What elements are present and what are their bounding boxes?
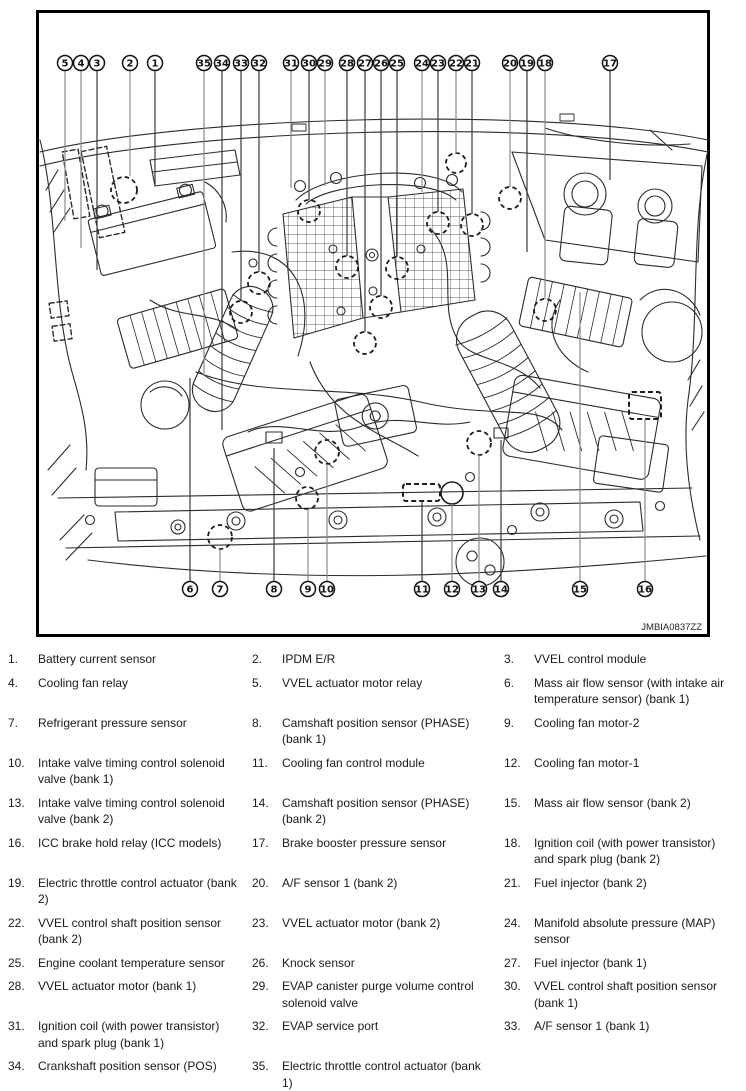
legend-item-text: VVEL control shaft position sensor (bank 2) xyxy=(38,915,221,946)
callout-number: 28 xyxy=(340,58,354,70)
legend-item-number: 33. xyxy=(504,1019,521,1033)
legend-item-text: VVEL actuator motor relay xyxy=(282,675,423,690)
legend-item-number: 9. xyxy=(504,715,515,730)
legend-item-text: EVAP canister purge volume control solenoid valve xyxy=(282,979,474,1010)
legend-item-15 xyxy=(504,795,742,812)
legend-item-text: Camshaft position sensor (PHASE) (bank 2) xyxy=(282,795,470,826)
legend-item-32 xyxy=(252,1018,504,1035)
legend-item-28 xyxy=(8,978,252,995)
legend-item-2 xyxy=(252,651,504,668)
legend-item-number: 21. xyxy=(504,875,521,890)
callout-number: 8 xyxy=(270,584,278,596)
legend-item-3 xyxy=(504,651,742,668)
legend-item-text: Ignition coil (with power transistor) and spark plug (bank 2) xyxy=(534,835,716,866)
legend-item-number: 16. xyxy=(8,835,25,850)
legend-item-number: 22. xyxy=(8,915,25,930)
legend-item-number: 1. xyxy=(8,652,19,666)
legend-item-16 xyxy=(8,835,252,852)
callout-number: 1 xyxy=(151,58,159,70)
legend-item-text: Refrigerant pressure sensor xyxy=(38,715,187,730)
legend-item-text: Intake valve timing control solenoid valve (bank 2) xyxy=(38,795,225,826)
legend-item-4 xyxy=(8,675,252,692)
legend-item-26 xyxy=(252,955,504,972)
legend-item-text: Knock sensor xyxy=(282,955,355,970)
callout-number: 14 xyxy=(494,584,508,596)
callout-number: 6 xyxy=(186,584,194,596)
legend-item-text: Fuel injector (bank 2) xyxy=(534,875,647,890)
callout-number: 12 xyxy=(445,584,459,596)
legend-item-text: Battery current sensor xyxy=(38,652,157,666)
legend-item-number: 24. xyxy=(504,915,521,930)
callout-number: 32 xyxy=(252,58,266,70)
legend-item-text: IPDM E/R xyxy=(282,652,336,666)
legend-item-number: 26. xyxy=(252,955,269,970)
legend-item-text: Cooling fan motor-2 xyxy=(534,715,640,730)
callout-number: 4 xyxy=(77,58,85,70)
legend-item-13 xyxy=(8,795,252,828)
callout-number: 9 xyxy=(304,584,312,596)
legend-item-22 xyxy=(8,915,252,948)
legend-item-number: 3. xyxy=(504,652,515,666)
legend-item-text: ICC brake hold relay (ICC models) xyxy=(38,835,222,850)
callout-number: 35 xyxy=(197,58,211,70)
legend-item-text: Mass air flow sensor (with intake air temperature sensor) (bank 1) xyxy=(534,675,725,706)
legend-item-number: 14. xyxy=(252,795,269,810)
legend-item-text: Ignition coil (with power transistor) and spark plug (bank 1) xyxy=(38,1019,220,1050)
legend-item-number: 4. xyxy=(8,675,19,690)
callout-number: 26 xyxy=(374,58,388,70)
callout-number: 27 xyxy=(358,58,372,70)
legend-item-number: 29. xyxy=(252,979,269,993)
legend-item-21 xyxy=(504,875,742,892)
legend-item-number: 27. xyxy=(504,955,521,970)
legend-item-number: 31. xyxy=(8,1019,25,1033)
callout-number: 29 xyxy=(318,58,332,70)
legend-item-33 xyxy=(504,1018,742,1035)
legend-item-number: 8. xyxy=(252,715,263,730)
legend-item-17 xyxy=(252,835,504,852)
legend-item-34 xyxy=(8,1058,252,1075)
legend-item-25 xyxy=(8,955,252,972)
legend-item-text: Cooling fan motor-1 xyxy=(534,755,640,770)
legend-item-number: 2. xyxy=(252,652,263,666)
legend-item-20 xyxy=(252,875,504,892)
callout-number: 18 xyxy=(538,58,552,70)
callout-number: 19 xyxy=(520,58,534,70)
legend-item-19 xyxy=(8,875,252,908)
figure-code: JMBIA0837ZZ xyxy=(641,622,702,633)
legend-item-6 xyxy=(504,675,742,708)
legend-item-8 xyxy=(252,715,504,748)
callout-number: 16 xyxy=(638,584,652,596)
legend-item-text: VVEL actuator motor (bank 2) xyxy=(282,915,441,930)
legend-item-text: VVEL actuator motor (bank 1) xyxy=(38,979,197,993)
callout-number: 10 xyxy=(320,584,334,596)
legend-item-number: 10. xyxy=(8,755,25,770)
legend-item-14 xyxy=(252,795,504,828)
legend-item-1 xyxy=(8,651,252,668)
legend-item-5 xyxy=(252,675,504,692)
callout-number: 20 xyxy=(503,58,517,70)
legend-item-18 xyxy=(504,835,742,868)
legend-item-text: Camshaft position sensor (PHASE) (bank 1) xyxy=(282,715,470,746)
legend-item-24 xyxy=(504,915,742,948)
legend-item-number: 6. xyxy=(504,675,515,690)
legend-item-number: 32. xyxy=(252,1019,269,1033)
legend-item-number: 20. xyxy=(252,875,269,890)
legend-item-number: 23. xyxy=(252,915,269,930)
legend-item-number: 13. xyxy=(8,795,25,810)
legend-item-text: Crankshaft position sensor (POS) xyxy=(38,1059,217,1073)
legend-item-text: Electric throttle control actuator (bank 2) xyxy=(38,875,237,906)
legend-item-text: Manifold absolute pressure (MAP) sensor xyxy=(534,915,716,946)
callout-number: 24 xyxy=(415,58,429,70)
legend-item-number: 5. xyxy=(252,675,263,690)
legend-item-31 xyxy=(8,1018,252,1051)
legend-item-text: Cooling fan control module xyxy=(282,755,425,770)
legend-item-text: Fuel injector (bank 1) xyxy=(534,955,647,970)
legend-item-number: 19. xyxy=(8,875,25,890)
legend-item-text: Intake valve timing control solenoid valve (bank 1) xyxy=(38,755,225,786)
legend-item-number: 25. xyxy=(8,955,25,970)
callout-number: 7 xyxy=(216,584,224,596)
legend-item-27 xyxy=(504,955,742,972)
legend-item-number: 35. xyxy=(252,1059,269,1073)
legend-item-9 xyxy=(504,715,742,732)
legend-item-text: Electric throttle control actuator (bank 1) xyxy=(282,1059,481,1090)
callout-number: 15 xyxy=(573,584,587,596)
legend-item-35 xyxy=(252,1058,504,1091)
callout-number: 22 xyxy=(449,58,463,70)
callout-number: 3 xyxy=(93,58,101,70)
legend-item-29 xyxy=(252,978,504,1011)
legend-item-12 xyxy=(504,755,742,772)
legend-item-number: 17. xyxy=(252,835,269,850)
legend-item-number: 30. xyxy=(504,979,521,993)
callout-number: 11 xyxy=(415,584,429,596)
legend-item-number: 28. xyxy=(8,979,25,993)
callout-number: 30 xyxy=(302,58,316,70)
legend-item-number: 15. xyxy=(504,795,521,810)
callout-number: 2 xyxy=(126,58,134,70)
legend-item-10 xyxy=(8,755,252,788)
callout-number: 5 xyxy=(61,58,69,70)
callout-number: 17 xyxy=(603,58,617,70)
legend-item-text: Cooling fan relay xyxy=(38,675,129,690)
legend-item-number: 11. xyxy=(252,755,268,770)
legend-item-text: Brake booster pressure sensor xyxy=(282,835,447,850)
legend-item-text: Engine coolant temperature sensor xyxy=(38,955,225,970)
legend-item-text: A/F sensor 1 (bank 2) xyxy=(282,875,398,890)
callout-number: 25 xyxy=(390,58,404,70)
legend-item-text: VVEL control module xyxy=(534,652,647,666)
legend-item-30 xyxy=(504,978,742,1011)
callout-number: 33 xyxy=(234,58,248,70)
legend-item-number: 7. xyxy=(8,715,19,730)
component-legend xyxy=(8,651,742,1091)
legend-item-number: 12. xyxy=(504,755,521,770)
callout-number: 23 xyxy=(431,58,445,70)
callout-number: 31 xyxy=(284,58,298,70)
legend-item-text: EVAP service port xyxy=(282,1019,379,1033)
legend-item-text: A/F sensor 1 (bank 1) xyxy=(534,1019,650,1033)
legend-item-23 xyxy=(252,915,504,932)
legend-item-number: 34. xyxy=(8,1059,25,1073)
callout-number: 21 xyxy=(465,58,479,70)
callout-number: 34 xyxy=(215,58,229,70)
callout-number: 13 xyxy=(472,584,486,596)
legend-item-11 xyxy=(252,755,504,772)
legend-item-7 xyxy=(8,715,252,732)
legend-item-text: Mass air flow sensor (bank 2) xyxy=(534,795,691,810)
legend-item-text: VVEL control shaft position sensor (bank 1) xyxy=(534,979,717,1010)
legend-item-number: 18. xyxy=(504,835,521,850)
